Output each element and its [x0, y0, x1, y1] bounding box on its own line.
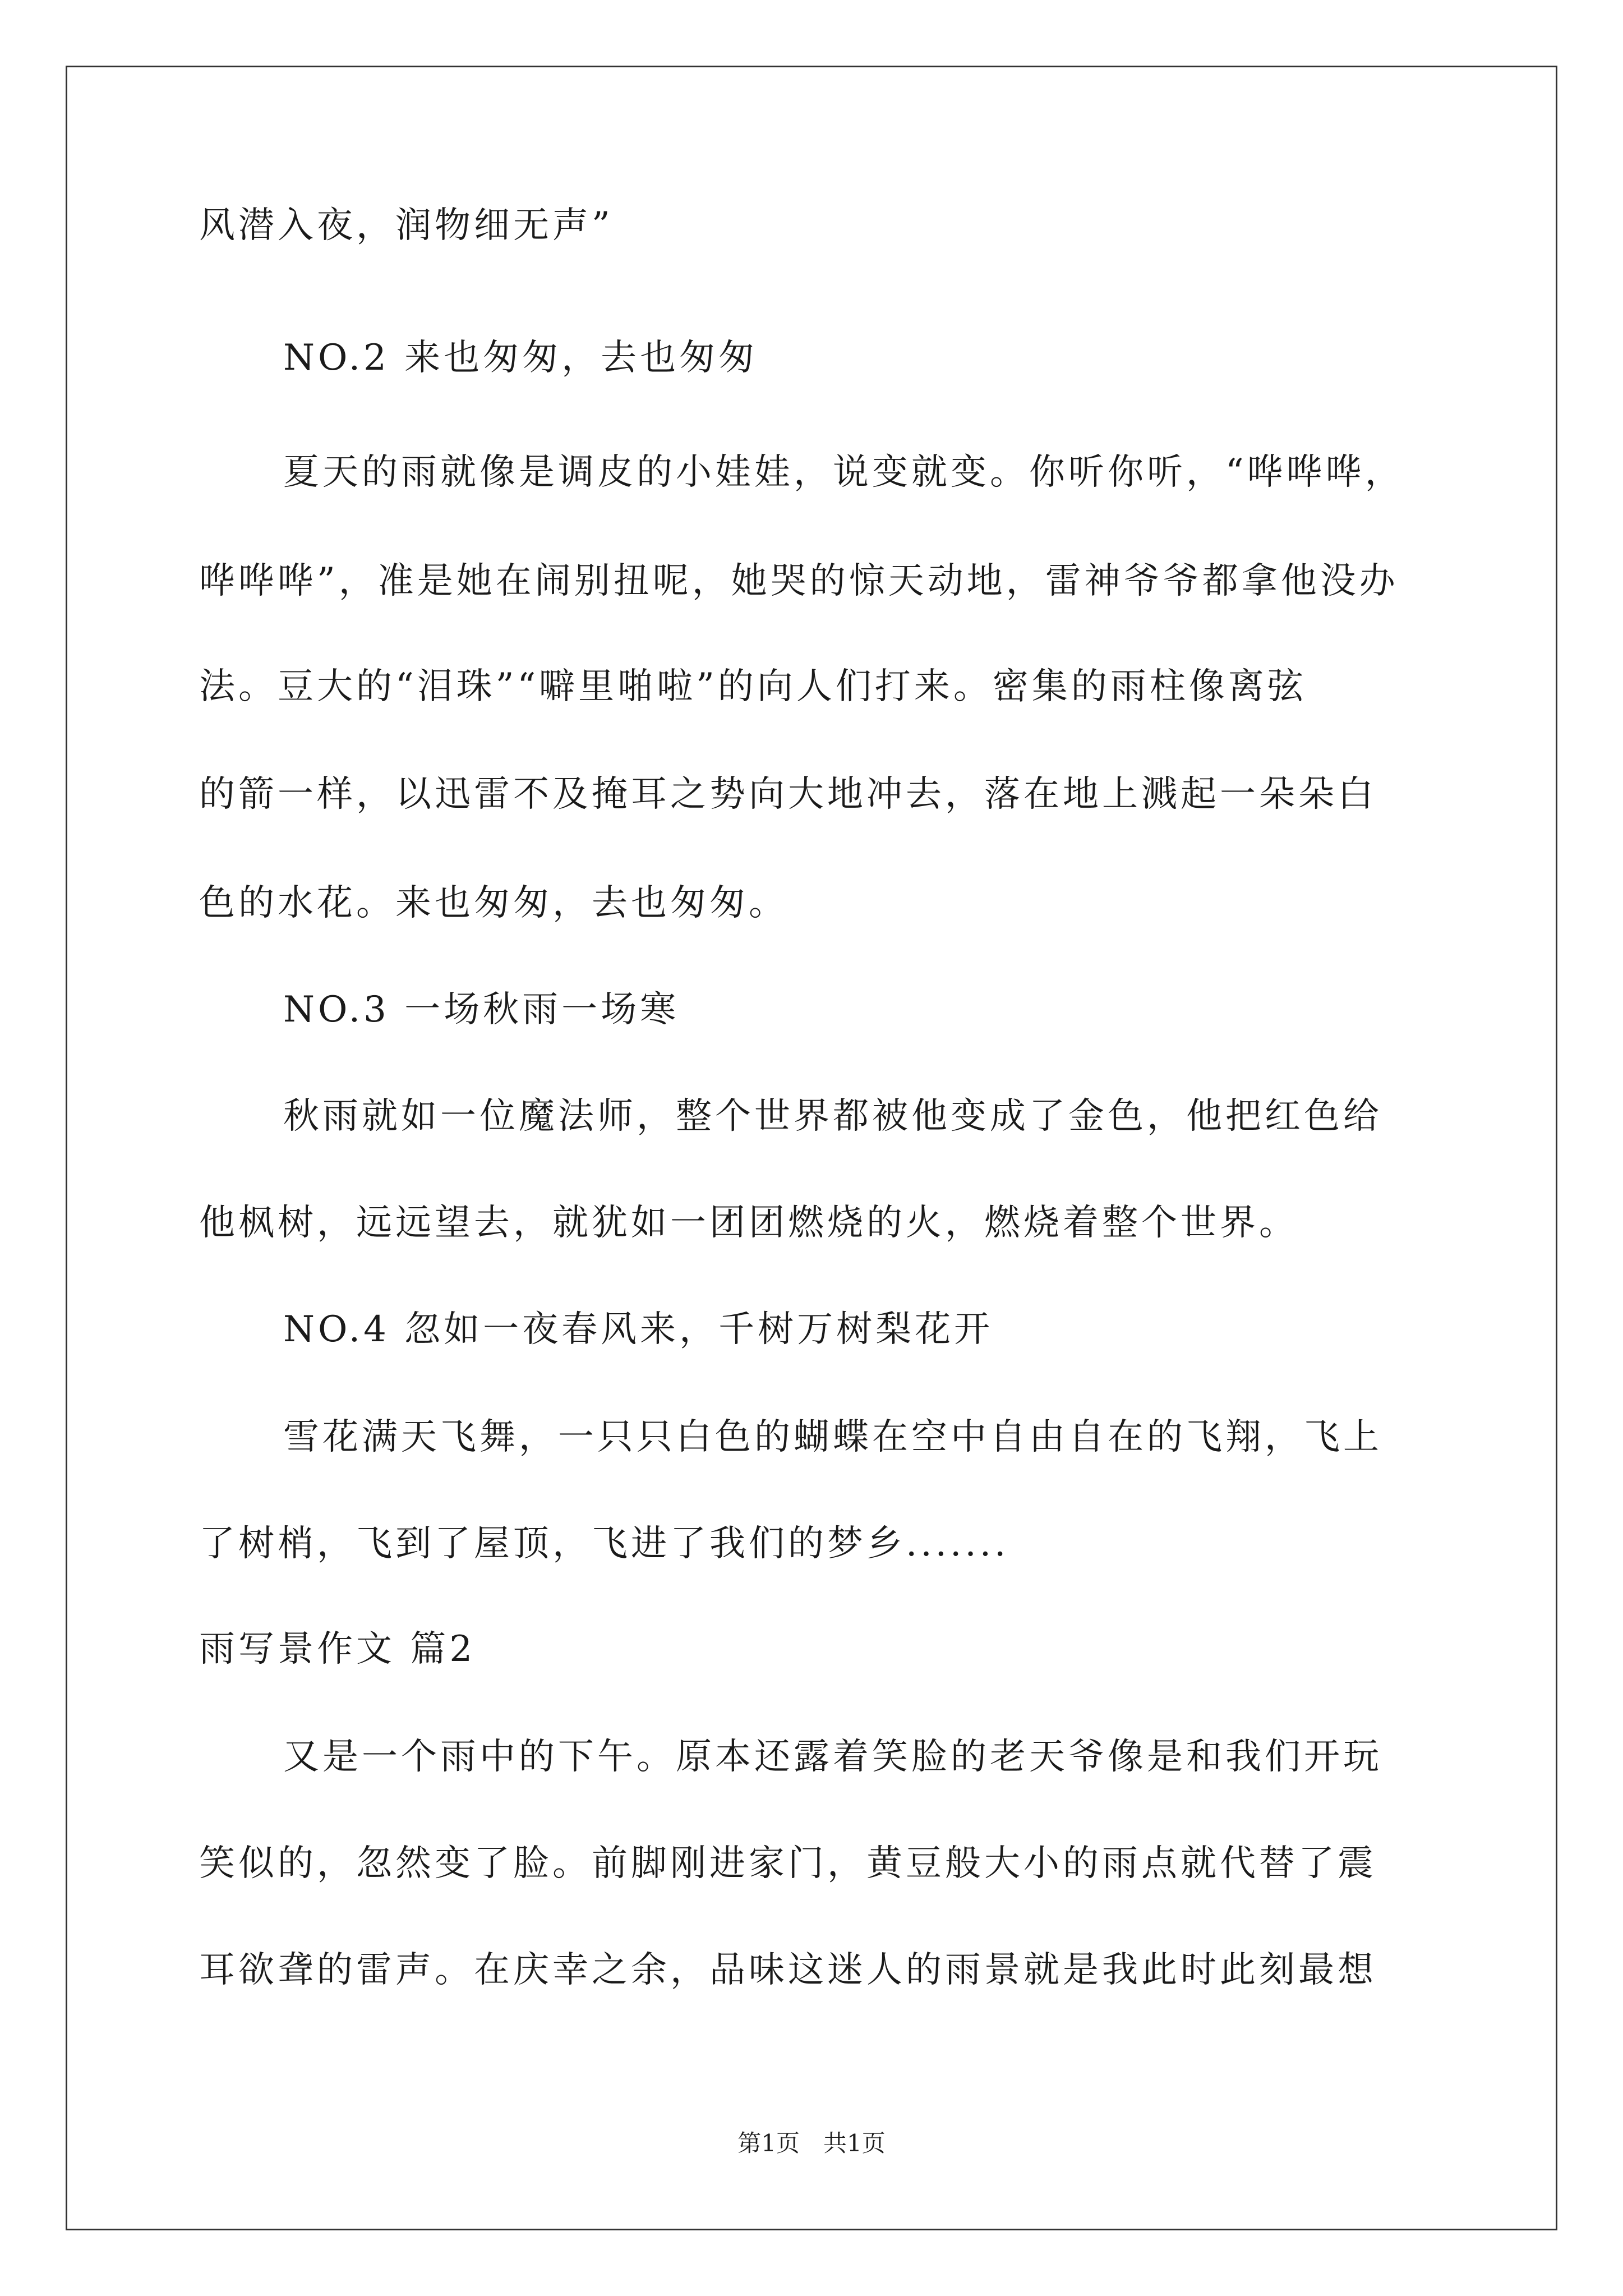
- text-line: 夏天的雨就像是调皮的小娃娃，说变就变。你听你听，“哗哗哗，: [283, 452, 1404, 493]
- section-heading: NO.3 一场秋雨一场寒: [283, 989, 680, 1030]
- text-line: 耳欲聋的雷声。在庆幸之余，品味这迷人的雨景就是我此时此刻最想: [199, 1949, 1377, 1991]
- text-line: 又是一个雨中的下午。原本还露着笑脸的老天爷像是和我们开玩: [283, 1736, 1382, 1778]
- text-line: 色的水花。来也匆匆，去也匆匆。: [199, 882, 788, 924]
- section-heading: NO.2 来也匆匆，去也匆匆: [283, 337, 758, 379]
- text-line: 秋雨就如一位魔法师，整个世界都被他变成了金色，他把红色给: [283, 1096, 1382, 1137]
- text-line: 的箭一样，以迅雷不及掩耳之势向大地冲去，落在地上溅起一朵朵白: [199, 774, 1377, 815]
- text-line: 了树梢，飞到了屋顶，飞进了我们的梦乡.......: [199, 1523, 1009, 1565]
- section-heading: NO.4 忽如一夜春风来，千树万树梨花开: [283, 1309, 994, 1350]
- text-line: 他枫树，远远望去，就犹如一团团燃烧的火，燃烧着整个世界。: [199, 1202, 1298, 1244]
- text-line: 雪花满天飞舞，一只只白色的蝴蝶在空中自由自在的飞翔，飞上: [283, 1416, 1382, 1458]
- page-footer: 第1页 共1页: [737, 2129, 886, 2157]
- page-border: [66, 66, 1557, 2230]
- article-title: 雨写景作文 篇2: [199, 1628, 476, 1670]
- text-line: 法。豆大的“泪珠”“噼里啪啦”的向人们打来。密集的雨柱像离弦: [199, 666, 1307, 707]
- text-line: 笑似的，忽然变了脸。前脚刚进家门，黄豆般大小的雨点就代替了震: [199, 1843, 1377, 1884]
- text-line: 风潜入夜，润物细无声”: [199, 205, 614, 246]
- text-line: 哗哗哗”，准是她在闹别扭呢，她哭的惊天动地，雷神爷爷都拿他没办: [199, 560, 1399, 602]
